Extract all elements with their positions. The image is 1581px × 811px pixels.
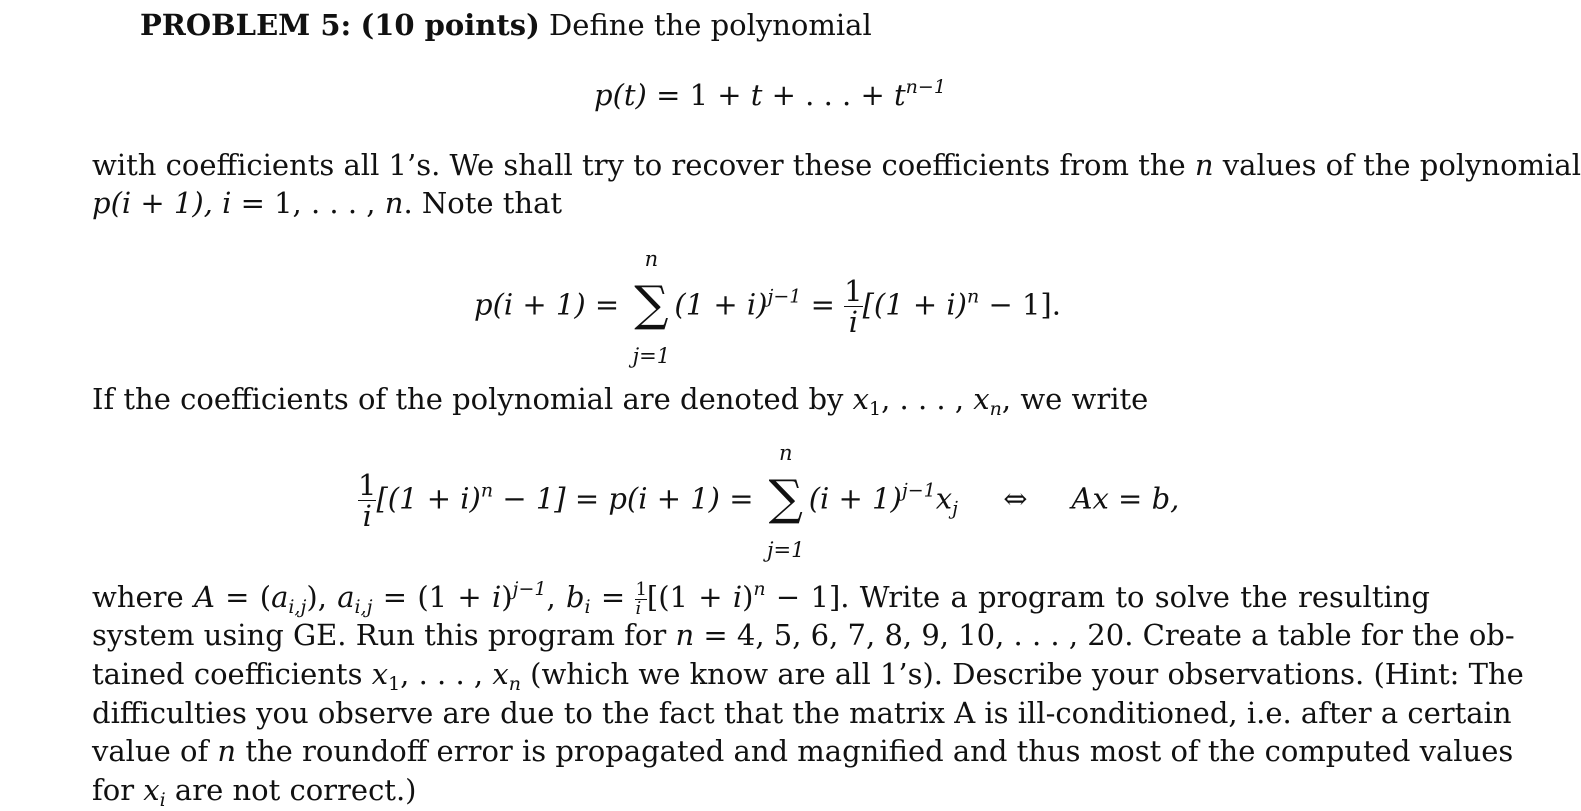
para1-i: i xyxy=(222,186,232,220)
eq3-sum xyxy=(763,441,809,562)
para3-l3-b: (which we know are all 1’s). Describe your observations. (Hint: The xyxy=(520,657,1524,691)
para3-l3-a: tained coefficients xyxy=(92,657,372,691)
para3-close: ), xyxy=(306,580,338,614)
eq3-xj-sub: j xyxy=(952,497,958,520)
para3-line5 xyxy=(92,732,1514,770)
para3-line1 xyxy=(92,578,1430,617)
para3-l3-x1-sub: 1 xyxy=(388,673,401,695)
eq2-sum xyxy=(628,247,674,368)
para3-fraction xyxy=(635,578,647,619)
para1-line2 xyxy=(92,184,562,222)
para3-eq2: = xyxy=(590,580,636,614)
eq3-sum-upper: n xyxy=(778,441,793,465)
para3-l3-x1: x xyxy=(371,657,389,691)
para3-b: b xyxy=(565,580,585,614)
para3-l6-b: are not correct.) xyxy=(165,773,417,807)
para3-bracket: [(1 + xyxy=(646,580,733,614)
eq3-lhs: [(1 + i) xyxy=(376,481,481,516)
para1-line1 xyxy=(92,146,1581,184)
para1-text-b: values of the polynomial xyxy=(1213,148,1581,182)
para3-l2-a: system using GE. Run this program for xyxy=(92,618,676,652)
para2-xn: x xyxy=(973,382,990,416)
eq3-fraction xyxy=(358,468,377,533)
para3-paren-close2: ) xyxy=(742,580,754,614)
para1-range: = 1, . . . , xyxy=(231,186,385,220)
eq3-frac-den: i xyxy=(362,499,372,533)
problem-heading-line xyxy=(140,6,872,44)
eq2-sum-body: (1 + i) xyxy=(674,287,768,322)
para3-i: i xyxy=(491,580,502,614)
eq3-xj: x xyxy=(935,481,953,516)
para3-eq: = ( xyxy=(214,580,272,614)
para3-i2: i xyxy=(732,580,743,614)
eq2-rhs: [(1 + i) xyxy=(862,287,967,322)
problem-label: PROBLEM 5: xyxy=(140,8,352,42)
para3-a2-sub: i,j xyxy=(354,596,373,618)
problem-intro: Define the polynomial xyxy=(539,8,872,42)
para3-frac-num: 1 xyxy=(635,578,647,600)
para1-p-expr: p(i + 1), xyxy=(92,186,223,220)
para3-line2 xyxy=(92,616,1515,654)
para3-a-sub: i,j xyxy=(288,596,307,618)
para3-paren-close: ) xyxy=(501,580,513,614)
para2-xn-sub: n xyxy=(989,398,1002,420)
eq1-rhs-t2: t xyxy=(894,78,906,112)
eq3-lhs-end: − 1] = p(i + 1) = xyxy=(493,481,754,516)
eq3-sum-lower: j=1 xyxy=(767,538,805,562)
eq1-rhs-dots: + . . . + xyxy=(762,78,894,112)
eq1-rhs-1: = 1 + xyxy=(656,78,751,112)
eq2-frac-num: 1 xyxy=(844,274,863,308)
para3-l5-a: value of xyxy=(92,734,218,768)
para2-dots: , . . . , xyxy=(881,382,974,416)
para2-line xyxy=(92,380,1148,418)
para1-text-a: with coefficients all 1’s. We shall try to recover these coefficients from the xyxy=(92,148,1195,182)
eq3-system: Ax = b, xyxy=(1071,481,1180,516)
para3-exp2: n xyxy=(753,578,766,600)
eq2-sum-upper: n xyxy=(644,247,659,271)
problem-points: (10 points) xyxy=(360,8,540,42)
eq2-rhs-end: − 1]. xyxy=(979,287,1061,322)
eq3-sum-exp: j−1 xyxy=(901,479,936,502)
eq2-equals: = xyxy=(801,287,845,322)
eq3-lhs-exp: n xyxy=(480,479,494,502)
para3-l5-b: the roundoff error is propagated and magnified and thus most of the computed values xyxy=(236,734,1514,768)
para3-l3-dots: , . . . , xyxy=(400,657,493,691)
para1-n2: n xyxy=(384,186,404,220)
linear-system-equation xyxy=(358,441,1180,562)
para3-a: a xyxy=(271,580,289,614)
para3-line6 xyxy=(92,771,417,809)
eq1-rhs-t: t xyxy=(750,78,763,112)
para3-A: A xyxy=(193,580,215,614)
summation-sign: ∑ xyxy=(768,470,803,526)
para3-l4: difficulties you observe are due to the fact that the matrix A is ill-conditioned, i.e. after a certain xyxy=(92,696,1512,730)
para3-b-sub: i xyxy=(584,596,591,618)
eq2-lhs: p(i + 1) = xyxy=(474,287,620,322)
eq1-lhs: p(t) xyxy=(594,78,647,112)
para3-l3-xn-sub: n xyxy=(508,673,521,695)
para3-exp: j−1 xyxy=(512,578,547,600)
eq2-sum-exp: j−1 xyxy=(767,285,802,308)
para3-l6-a: for xyxy=(92,773,144,807)
eq3-frac-num: 1 xyxy=(358,468,377,502)
para3-comma: , xyxy=(546,580,566,614)
sum-identity-equation xyxy=(474,247,1061,368)
para2-text-a: If the coefficients of the polynomial are denoted by xyxy=(92,382,853,416)
para3-l6-sub: i xyxy=(159,789,166,811)
para3-text-end: − 1]. Write a program to solve the resulting xyxy=(765,580,1430,614)
para3-l3-xn: x xyxy=(492,657,509,691)
iff-arrow-icon: ⇔ xyxy=(1003,481,1028,516)
para3-l5-n: n xyxy=(217,734,237,768)
polynomial-definition-equation xyxy=(594,76,946,114)
para1-note: . Note that xyxy=(403,186,563,220)
para3-where: where xyxy=(92,580,194,614)
para2-x1: x xyxy=(852,382,869,416)
para3-l6-x: x xyxy=(143,773,160,807)
eq2-sum-lower: j=1 xyxy=(632,344,671,368)
eq3-sum-body: (i + 1) xyxy=(808,481,902,516)
summation-sign: ∑ xyxy=(634,276,669,332)
eq2-rhs-exp: n xyxy=(967,285,980,308)
para3-l2-n: n xyxy=(675,618,695,652)
eq2-fraction xyxy=(844,274,863,339)
para3-a2: a xyxy=(337,580,355,614)
eq1-rhs-exp: n−1 xyxy=(905,76,946,98)
para3-line4 xyxy=(92,694,1512,732)
para3-l2-b: = 4, 5, 6, 7, 8, 9, 10, . . . , 20. Create a table for the ob- xyxy=(694,618,1515,652)
para1-n: n xyxy=(1194,148,1214,182)
para3-frac-den: i xyxy=(635,597,642,619)
para3-paren: = (1 + xyxy=(372,580,492,614)
para2-text-b: , we write xyxy=(1001,382,1149,416)
para2-x1-sub: 1 xyxy=(869,398,882,420)
eq2-frac-den: i xyxy=(848,305,858,339)
para3-line3 xyxy=(92,655,1524,695)
